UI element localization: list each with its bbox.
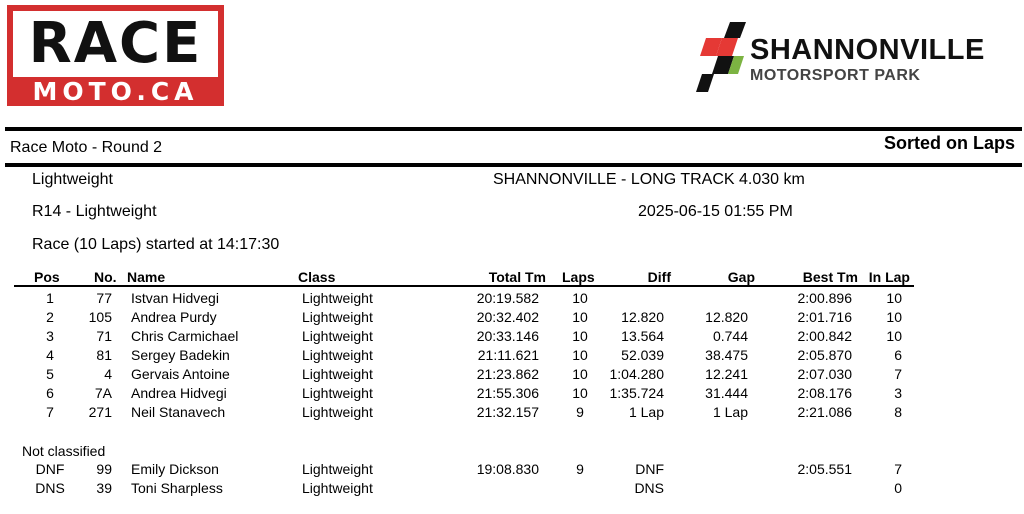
cell-name: Andrea Hidvegi [131,385,227,401]
cell-total: 20:33.146 [476,328,539,344]
cell-total: 21:55.306 [476,385,539,401]
cell-name: Andrea Purdy [131,309,217,325]
cell-class: Lightweight [302,461,373,477]
cell-inlap: 6 [894,347,902,363]
race-start-info: Race (10 Laps) started at 14:17:30 [32,236,280,253]
cell-gap: 0.744 [712,328,748,344]
cell-name: Neil Stanavech [131,404,226,420]
cell-no: 7A [94,385,112,401]
cell-no: 271 [88,404,112,420]
cell-diff: 12.820 [621,309,664,325]
result-row [0,328,1024,347]
cell-pos: 6 [46,385,54,401]
cell-diff: 1:35.724 [609,385,664,401]
cell-inlap: 10 [886,328,902,344]
cell-no: 71 [96,328,112,344]
cell-best: 2:05.551 [797,461,852,477]
racemoto-logo-line2: MOTO.CA [32,77,199,106]
result-row [0,385,1024,404]
col-header-no: No. [94,269,117,285]
cell-best: 2:21.086 [797,404,852,420]
cell-diff: 52.039 [621,347,664,363]
sort-label: Sorted on Laps [883,133,1015,153]
cell-best: 2:00.896 [797,290,852,306]
cell-name: Toni Sharpless [131,480,223,496]
cell-laps: 10 [572,290,588,306]
result-row [0,309,1024,328]
col-header-total: Total Tm [488,269,546,285]
cell-pos: DNS [35,480,65,496]
cell-pos: 7 [46,404,54,420]
cell-total: 19:08.830 [476,461,539,477]
racemoto-logo [7,5,224,106]
cell-no: 4 [104,366,112,382]
class-name: Lightweight [32,171,113,188]
cell-laps: 10 [572,328,588,344]
result-row [0,347,1024,366]
header-top-rule [5,127,1022,131]
cell-best: 2:07.030 [797,366,852,382]
cell-class: Lightweight [302,328,373,344]
cell-inlap: 7 [894,461,902,477]
col-header-laps: Laps [562,269,595,285]
cell-pos: 3 [46,328,54,344]
cell-diff: 1 Lap [628,404,664,420]
cell-inlap: 7 [894,366,902,382]
not-classified-row [0,461,1024,480]
col-header-inlap: In Lap [868,269,910,285]
cell-laps: 10 [572,347,588,363]
cell-total: 20:19.582 [476,290,539,306]
shannonville-logo-subtitle: MOTORSPORT PARK [750,67,921,84]
shannonville-logo-name: SHANNONVILLE [750,34,985,66]
cell-name: Emily Dickson [131,461,219,477]
cell-gap: 38.475 [705,347,748,363]
col-header-best: Best Tm [802,269,858,285]
cell-no: 105 [88,309,112,325]
col-header-name: Name [127,269,166,285]
cell-name: Istvan Hidvegi [131,290,219,306]
cell-class: Lightweight [302,347,373,363]
cell-laps: 9 [576,461,584,477]
cell-inlap: 0 [894,480,902,496]
shannonville-flag-icon [692,20,748,96]
cell-laps: 9 [576,404,584,420]
cell-inlap: 3 [894,385,902,401]
shannonville-logo [692,20,1022,100]
cell-diff: DNS [634,480,664,496]
cell-name: Chris Carmichael [131,328,239,344]
cell-class: Lightweight [302,290,373,306]
cell-class: Lightweight [302,480,373,496]
cell-laps: 10 [572,385,588,401]
cell-best: 2:01.716 [797,309,852,325]
col-header-pos: Pos [34,269,60,285]
cell-name: Sergey Badekin [131,347,230,363]
col-header-class: Class [298,269,336,285]
cell-total: 21:11.621 [477,347,539,363]
header-bottom-rule [5,163,1022,167]
cell-class: Lightweight [302,309,373,325]
cell-class: Lightweight [302,404,373,420]
result-row [0,366,1024,385]
cell-pos: 4 [46,347,54,363]
cell-gap: 31.444 [705,385,748,401]
racemoto-logo-line1: RACE [13,11,218,77]
cell-best: 2:08.176 [797,385,852,401]
col-header-gap: Gap [727,269,755,285]
session-datetime: 2025-06-15 01:55 PM [638,203,793,220]
cell-total: 20:32.402 [476,309,539,325]
cell-gap: 12.241 [705,366,748,382]
result-row [0,404,1024,423]
cell-name: Gervais Antoine [131,366,230,382]
result-row [0,290,1024,309]
column-header-rule [14,285,914,287]
cell-no: 39 [96,480,112,496]
cell-inlap: 10 [886,290,902,306]
cell-inlap: 10 [886,309,902,325]
cell-total: 21:23.862 [476,366,539,382]
cell-pos: 2 [46,309,54,325]
cell-best: 2:05.870 [797,347,852,363]
cell-diff: DNF [635,461,664,477]
cell-laps: 10 [572,309,588,325]
cell-pos: 1 [46,290,54,306]
cell-class: Lightweight [302,366,373,382]
not-classified-row [0,480,1024,499]
cell-gap: 12.820 [705,309,748,325]
cell-diff: 1:04.280 [609,366,664,382]
cell-gap: 1 Lap [712,404,748,420]
cell-pos: 5 [46,366,54,382]
cell-no: 81 [96,347,112,363]
cell-no: 77 [96,290,112,306]
track-name: SHANNONVILLE - LONG TRACK 4.030 km [493,171,805,188]
cell-pos: DNF [35,461,65,477]
session-name: R14 - Lightweight [32,203,157,220]
cell-inlap: 8 [894,404,902,420]
cell-best: 2:00.842 [797,328,852,344]
col-header-diff: Diff [647,269,671,285]
not-classified-label: Not classified [22,443,106,459]
document-title: Race Moto - Round 2 [10,139,163,156]
cell-no: 99 [96,461,112,477]
cell-diff: 13.564 [621,328,664,344]
cell-laps: 10 [572,366,588,382]
cell-total: 21:32.157 [476,404,539,420]
cell-class: Lightweight [302,385,373,401]
